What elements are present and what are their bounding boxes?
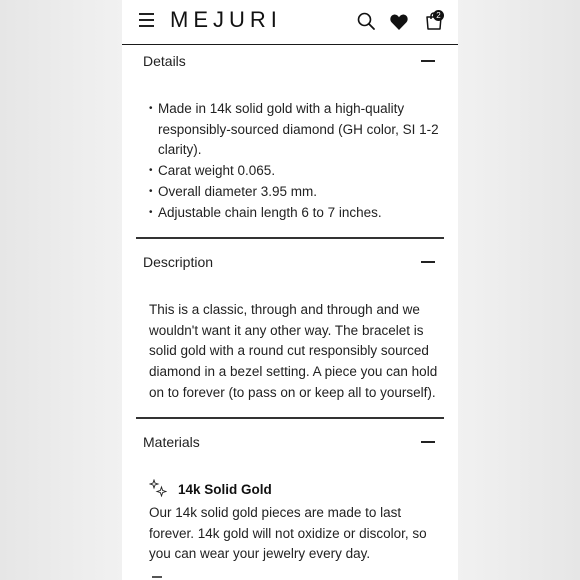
list-item: • Overall diameter 3.95 mm.	[149, 182, 439, 203]
list-item: • Adjustable chain length 6 to 7 inches.	[149, 203, 439, 224]
details-title: Details	[143, 53, 186, 69]
material-text: Our 14k solid gold pieces are made to last forever. 14k gold will not oxidize or discolor, so you can wear your jewelry every day.	[149, 505, 427, 562]
description-title: Description	[143, 254, 214, 270]
cart-count-badge: 2	[433, 10, 444, 21]
list-item: • Carat weight 0.065.	[149, 161, 439, 182]
menu-icon[interactable]	[139, 13, 155, 27]
materials-title: Materials	[143, 434, 200, 450]
background-right	[458, 0, 580, 580]
material-title: 14k Solid Gold	[178, 482, 272, 497]
heart-icon[interactable]	[389, 12, 409, 32]
details-list	[149, 99, 439, 223]
site-header	[122, 0, 458, 45]
search-icon[interactable]	[356, 11, 376, 31]
mobile-page	[122, 0, 458, 580]
description-accordion-header[interactable]	[136, 247, 444, 277]
collapse-minus-icon[interactable]	[421, 261, 435, 263]
sparkle-icon	[149, 479, 167, 497]
section-divider	[136, 417, 444, 419]
materials-accordion-header[interactable]	[136, 427, 444, 457]
logo[interactable]: MEJURI	[170, 7, 282, 32]
next-item-icon-partial	[152, 576, 162, 578]
section-divider	[136, 237, 444, 239]
collapse-minus-icon[interactable]	[421, 441, 435, 443]
collapse-minus-icon[interactable]	[421, 60, 435, 62]
list-item: • Made in 14k solid gold with a high-quality responsibly-sourced diamond (GH color, SI 1-2 clarity).	[149, 99, 439, 161]
background-left	[0, 0, 122, 580]
description-text: This is a classic, through and through and we wouldn't want it any other way. The bracelet is solid gold with a round cut responsibly sourced diamond in a bezel setting. A piece you can hold on to forever (to pass on or keep all to yourself).	[149, 302, 438, 400]
details-accordion-header[interactable]	[136, 46, 444, 76]
